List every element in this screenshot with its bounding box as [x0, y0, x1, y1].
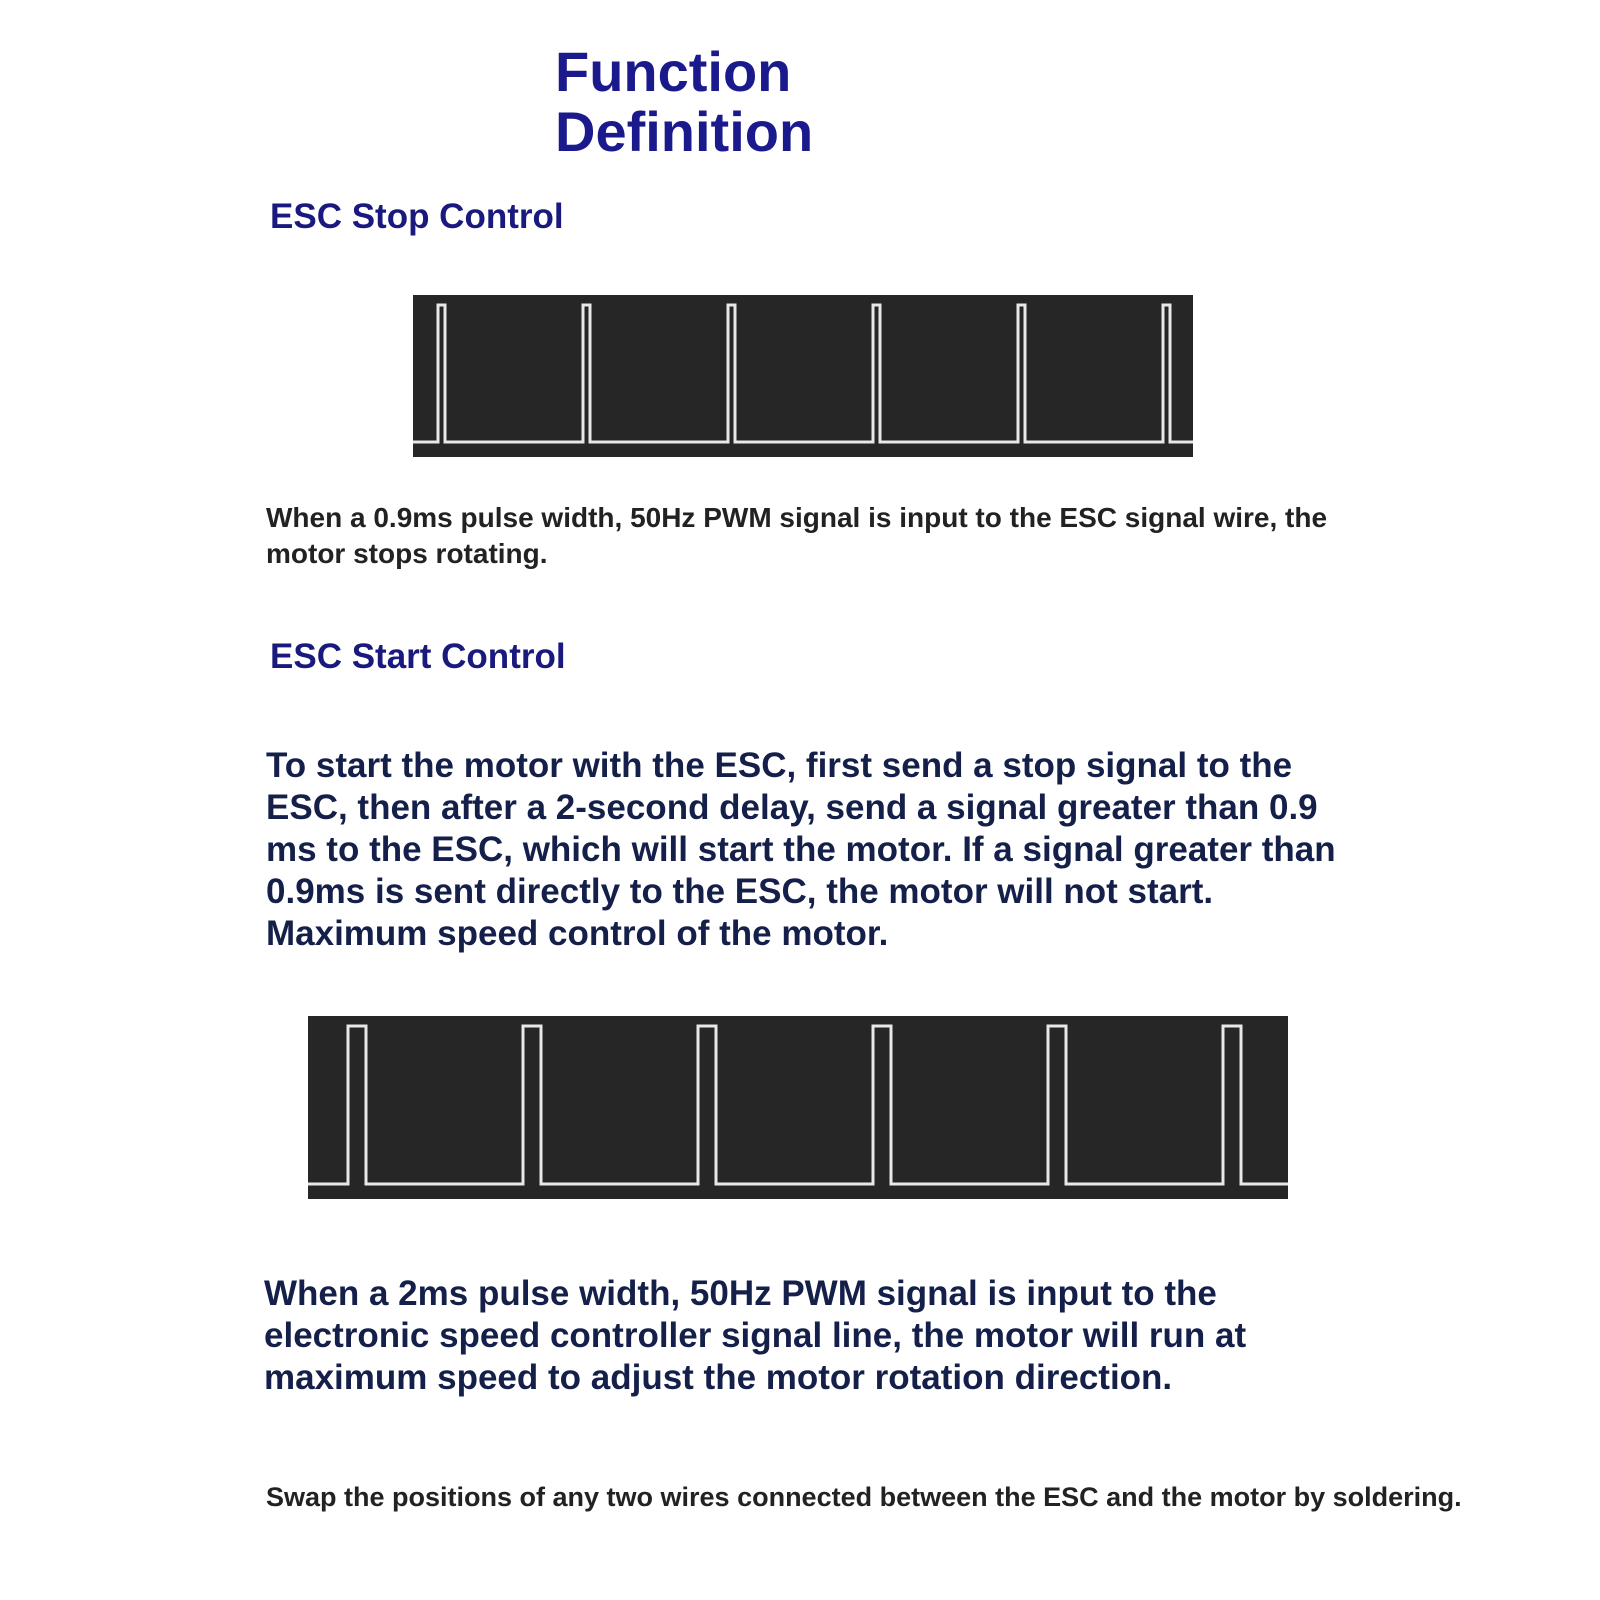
swap-wires-note: Swap the positions of any two wires connected between the ESC and the motor by soldering.	[266, 1482, 1462, 1512]
title-line-2: Definition	[555, 100, 814, 163]
start-control-description: To start the motor with the ESC, first send a stop signal to the ESC, then after a 2-second delay, send a signal greater than 0.9 ms to the ESC, which will start the motor. If a signal greater than 0.9ms is sent directly to the ESC, the motor will not start. Maximum speed control of the motor.	[266, 746, 1336, 953]
max-speed-description: When a 2ms pulse width, 50Hz PWM signal is input to the electronic speed controller signal line, the motor will run at maximum speed to adjust the motor rotation direction.	[264, 1274, 1247, 1397]
stop-control-description: When a 0.9ms pulse width, 50Hz PWM signal is input to the ESC signal wire, the motor stops rotating.	[266, 502, 1328, 569]
stop-pwm-waveform	[413, 295, 1193, 457]
start-pwm-waveform	[308, 1016, 1288, 1199]
page-title	[555, 42, 813, 162]
title-line-1: Function	[555, 40, 792, 103]
start-control-heading: ESC Start Control	[270, 637, 566, 676]
start-waveform-background	[308, 1016, 1288, 1199]
stop-waveform-background	[413, 295, 1193, 457]
stop-control-heading: ESC Stop Control	[270, 197, 564, 236]
